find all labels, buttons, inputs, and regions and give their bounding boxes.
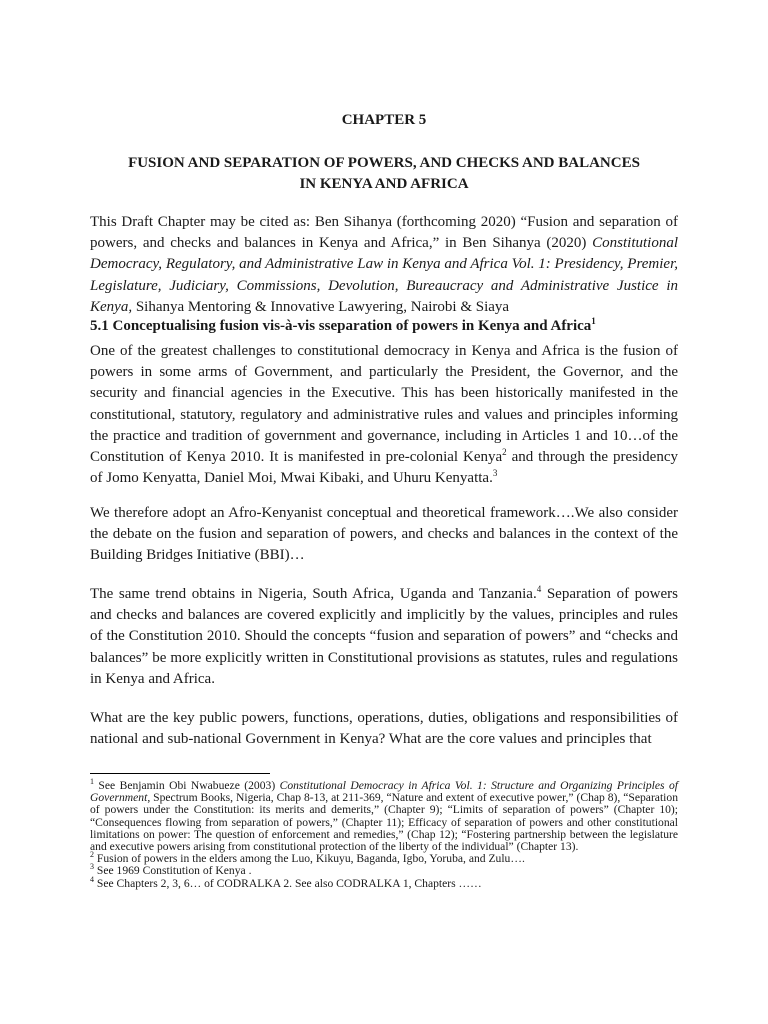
citation-prefix: This Draft Chapter may be cited as: Ben Sihanya (forthcoming 2020) “Fusion and separation of powers, and checks and balances in Kenya and Africa,” in Ben Sihanya (2020) (90, 214, 678, 252)
footnote-1 (90, 777, 678, 854)
footnote-4-text: See Chapters 2, 3, 6… of CODRALKA 2. See also CODRALKA 1, Chapters …… (94, 876, 482, 890)
footnote-ref-3: 3 (492, 468, 498, 479)
footnote-4-number: 4 (90, 874, 94, 884)
section-heading-text: 5.1 Conceptualising fusion vis-à-vis sseparation of powers in Kenya and Africa (90, 318, 592, 334)
body-paragraph-4: What are the key public powers, functions, operations, duties, obligations and responsibilities of national and sub-national Government in Kenya? What are the core values and principles that (90, 710, 678, 748)
section-heading (90, 318, 678, 335)
chapter-title-line-1: FUSION AND SEPARATION OF POWERS, AND CHECKS AND BALANCES (128, 155, 640, 171)
footnote-divider (90, 773, 270, 774)
citation-suffix: Sihanya Mentoring & Innovative Lawyering, Nairobi & Siaya (132, 298, 510, 315)
citation-book-title: Constitutional Democracy, Regulatory, and Administrative Law in Kenya and Africa Vol. 1: Presidency, Premier, Legislature, Judiciary, Commissions, Devolution, Bureaucracy and Administrative Justice in Kenya, (90, 235, 678, 315)
chapter-number: CHAPTER 5 (341, 112, 427, 128)
chapter-title-line-2: IN KENYA AND AFRICA (299, 176, 469, 192)
footnote-ref-2: 2 (502, 447, 507, 458)
body-paragraph-1 (90, 341, 678, 489)
footnote-1-number: 1 (90, 777, 94, 787)
footnote-1-title: Constitutional Democracy in Africa Vol. 1: Structure and Organizing Principles of Government (90, 779, 678, 805)
footnote-1-pre: See Benjamin Obi Nwabueze (2003) (94, 779, 280, 792)
footnote-2-text: Fusion of powers in the elders among the Luo, Kikuyu, Baganda, Igbo, Yoruba, and Zulu…. (94, 852, 525, 866)
footnote-3-text: See 1969 Constitution of Kenya . (94, 864, 252, 878)
paragraph-3-part-2: Separation of powers and checks and balances are covered explicitly and implicitly by the values, principles and rules of the Constitution 2010. Should the concepts “fusion and separation of powers” and “checks and balances” be more explicitly written in Constitutional provisions as statutes, rules and regulations in Kenya and Africa. (90, 586, 679, 687)
footnote-3-number: 3 (90, 862, 94, 872)
citation-paragraph (90, 212, 678, 318)
footnote-ref-4: 4 (536, 584, 542, 594)
paragraph-3-part-1: The same trend obtains in Nigeria, South Africa, Uganda and Tanzania. (90, 586, 537, 602)
footnote-1-post: , Spectrum Books, Nigeria, Chap 8-13, at 211-369, “Nature and extent of executive power,” (Chap 8), “Separation of powers under the Constitution: its merits and demerits,” (Chapter 9); “Limits of separation of powers” (Chapter 10); “Consequences flowing from separation of powers,” (Chapter 11); Efficacy of separation of powers and other constitutional limitations on power: The question of enforcement and remedies,” (Chap 12); “Fostering partnership between the legislature and executive powers arising from constitutional protection of the liberty of the individual” (Chapter 13). (90, 791, 678, 854)
paragraph-1-part-2: and through the presidency of Jomo Kenyatta, Daniel Moi, Mwai Kibaki, and Uhuru Kenyatta. (90, 449, 678, 487)
body-paragraph-3 (90, 584, 678, 690)
footnote-4 (90, 874, 678, 890)
footnote-ref-1: 1 (591, 316, 596, 326)
chapter-title (90, 153, 678, 195)
body-paragraph-2: We therefore adopt an Afro-Kenyanist conceptual and theoretical framework….We also consider the debate on the fusion and separation of powers, and checks and balances in the context of the Building Bridges Initiative (BBI)… (90, 505, 678, 564)
footnotes (90, 777, 678, 890)
paragraph-1-part-1: One of the greatest challenges to constitutional democracy in Kenya and Africa is the fusion of powers in some arms of Government, and particularly the President, the Governor, and the security and financial agencies in the Executive. This has been historically manifested in the constitutional, statutory, regulatory and administrative rules and values and principles informing the practice and tradition of government and governance, including in Articles 1 and 10…of the Constitution of Kenya 2010. It is manifested in pre-colonial Kenya (90, 343, 678, 466)
footnote-2-number: 2 (90, 850, 94, 860)
